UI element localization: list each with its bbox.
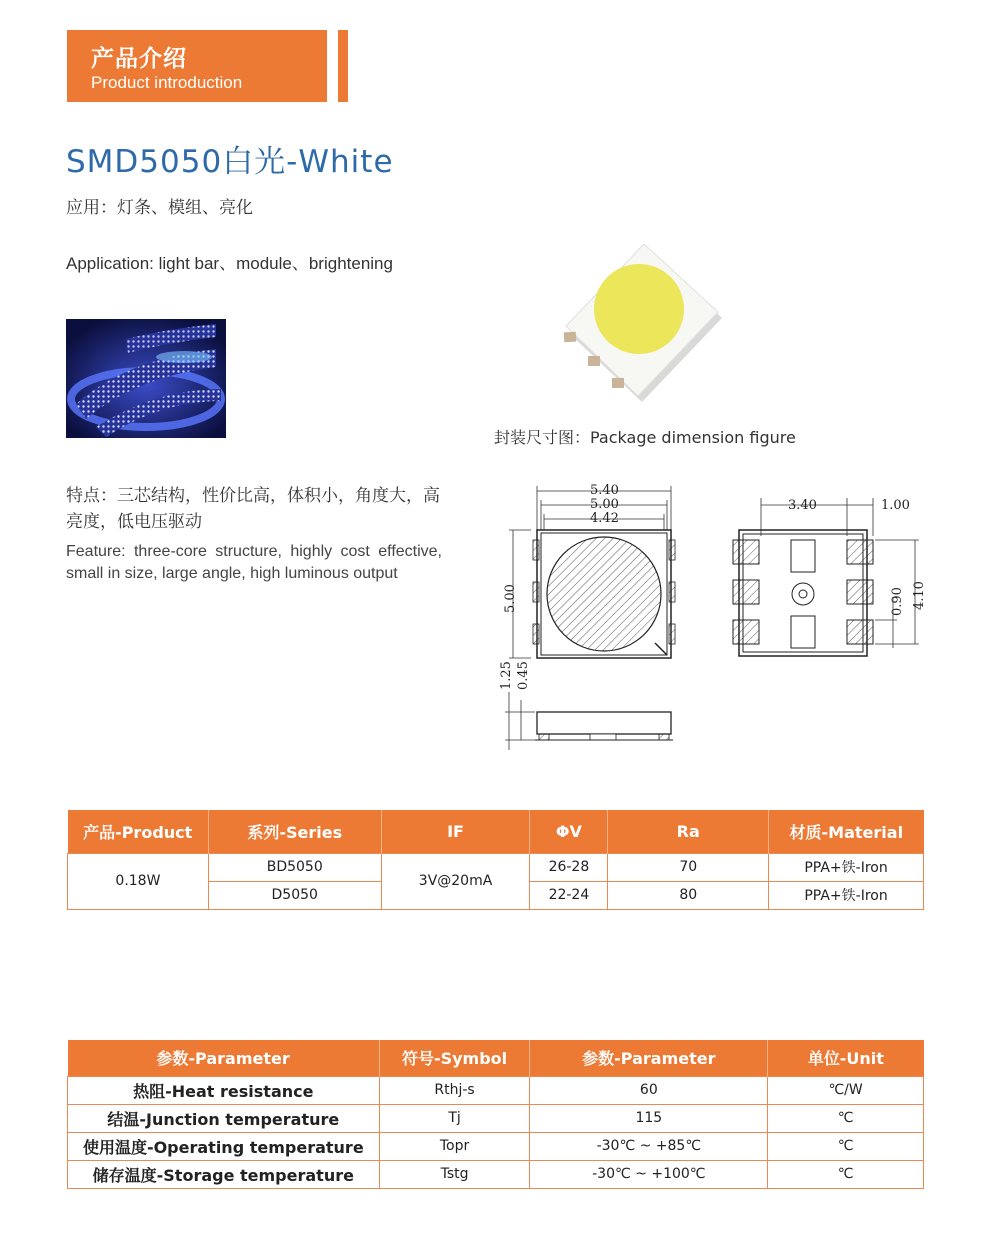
application-en: Application: light bar、module、brightening [66,254,393,273]
dim-pad-spacing: 3.40 [788,498,817,513]
series-cell: D5050 [208,881,381,909]
unit-cell: ℃ [768,1132,924,1160]
header-cell: 产品-Product [68,810,209,853]
header-cell: 参数-Parameter [68,1040,380,1076]
header-cell: 单位-Unit [768,1040,924,1076]
header-cell: ΦV [530,810,608,853]
if-cell: 3V@20mA [381,853,530,909]
table-row [68,1076,924,1104]
value-cell: 60 [530,1076,768,1104]
table-row [68,1160,924,1188]
dim-pad-height: 0.90 [890,587,905,616]
header-cell: 参数-Parameter [530,1040,768,1076]
symbol-cell: Tstg [379,1160,530,1188]
parameter-table [67,1040,924,1189]
header-accent-bar [338,30,348,102]
dim-top-1: 5.40 [590,483,619,498]
feature-zh: 特点：三芯结构，性价比高，体积小，角度大，高亮度，低电压驱动 [66,486,440,532]
dim-lead: 0.45 [516,661,531,690]
product-title: SMD5050白光-White [66,144,394,180]
dim-thickness: 1.25 [499,661,514,690]
unit-cell: ℃ [768,1104,924,1132]
symbol-cell: Topr [379,1132,530,1160]
led-strip-photo [66,319,226,438]
product-table [67,810,924,910]
product-cell: 0.18W [68,853,209,909]
bottom-view [733,498,927,656]
dim-left-height: 5.00 [503,584,518,613]
side-view [499,661,673,750]
application-zh: 应用：灯条、模组、亮化 [66,198,253,218]
dim-total-height: 4.10 [912,581,927,610]
param-name-cell: 使用温度-Operating temperature [68,1132,380,1160]
table-row [68,853,924,881]
header-cell: 材质-Material [769,810,924,853]
phiv-cell: 26-28 [530,853,608,881]
header-cell: 系列-Series [208,810,381,853]
unit-cell: ℃/W [768,1076,924,1104]
parameter-table-header [68,1040,924,1076]
dim-top-3: 4.42 [590,511,619,526]
value-cell: -30℃ ~ +85℃ [530,1132,768,1160]
value-cell: -30℃ ~ +100℃ [530,1160,768,1188]
header-cell: 符号-Symbol [379,1040,530,1076]
table-row [68,1132,924,1160]
dim-top-2: 5.00 [590,497,619,512]
header-cell: IF [381,810,530,853]
material-cell: PPA+铁-Iron [769,853,924,881]
header-cell: Ra [608,810,769,853]
param-name-cell: 储存温度-Storage temperature [68,1160,380,1188]
package-dimension-drawing [495,478,935,758]
ra-cell: 80 [608,881,769,909]
phiv-cell: 22-24 [530,881,608,909]
table-row [68,1104,924,1132]
ra-cell: 70 [608,853,769,881]
dim-pad-width: 1.00 [881,498,910,513]
value-cell: 115 [530,1104,768,1132]
header-title-zh: 产品介绍 [91,46,187,72]
smd-chip-photo [556,244,726,404]
symbol-cell: Rthj-s [379,1076,530,1104]
param-name-cell: 结温-Junction temperature [68,1104,380,1132]
feature-en: Feature: three-core structure, highly cost effective, small in size, large angle, high luminous output [66,543,442,582]
package-caption: 封装尺寸图：Package dimension figure [494,428,796,447]
symbol-cell: Tj [379,1104,530,1132]
material-cell: PPA+铁-Iron [769,881,924,909]
unit-cell: ℃ [768,1160,924,1188]
product-table-header [68,810,924,853]
top-view [503,483,675,658]
series-cell: BD5050 [208,853,381,881]
header-title-en: Product introduction [91,73,243,92]
param-name-cell: 热阻-Heat resistance [68,1076,380,1104]
